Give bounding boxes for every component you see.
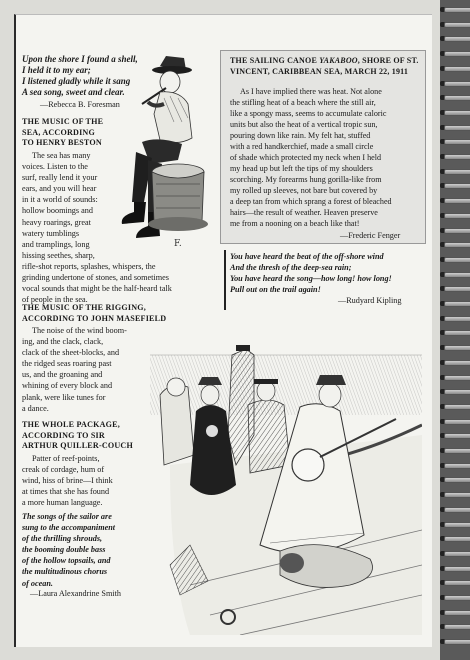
text-line: whining of every block and: [22, 381, 113, 391]
text-line: scorching. My forearms hung gorilla-like from: [230, 175, 382, 184]
masefield-heading: [22, 303, 166, 324]
poem-line: You have heard the song—how long! how long!: [230, 274, 392, 283]
text-line: grinding undertone of stones, and sometimes: [22, 273, 169, 283]
poem-line: of the hollow topsails, and: [22, 556, 111, 566]
text-line: hissing seethes, sharp,: [22, 250, 95, 260]
spiral-ring: [440, 594, 470, 601]
spiral-ring: [440, 271, 470, 278]
text-line: in it a world of sounds:: [22, 195, 98, 205]
spiral-ring: [440, 359, 470, 366]
spiral-ring: [440, 344, 470, 351]
fenger-attribution: —Frederic Fenger: [340, 231, 401, 240]
text-line: hairs—the result of weather. Heaven preserve: [230, 208, 378, 217]
sailing-party-illustration: [150, 315, 422, 635]
text-line: pouring down like rain. My felt hat, stuffed: [230, 131, 371, 140]
spiral-ring: [440, 300, 470, 307]
text-line: surf, really lend it your: [22, 173, 98, 183]
quiller-text: [22, 453, 113, 508]
spiral-ring: [440, 315, 470, 322]
masefield-text: [22, 325, 127, 414]
text-line: The sea has many: [32, 151, 91, 160]
text-line: a more human language.: [22, 498, 103, 508]
poem-line: A sea song, sweet and clear.: [22, 87, 125, 98]
heading-italic: YAKABOO: [319, 56, 358, 65]
spiral-ring: [440, 6, 470, 13]
spiral-binding: [440, 6, 470, 654]
heading-line: THE MUSIC OF THE RIGGING,: [22, 303, 146, 312]
poem-line: the booming double bass: [22, 545, 106, 555]
poem-line: You have heard the beat of the off-shore wind: [230, 252, 384, 261]
spiral-ring: [440, 638, 470, 645]
text-line: voices. Listen to the: [22, 162, 88, 172]
spiral-ring: [440, 138, 470, 145]
poem-line: the multitudinous chorus: [22, 567, 108, 577]
text-line: watery tumblings: [22, 228, 80, 238]
heading-line: THE MUSIC OF THE: [22, 117, 104, 126]
poem-line: sung to the accompaniment: [22, 523, 116, 533]
spiral-ring: [440, 418, 470, 425]
text-line: a dance.: [22, 403, 49, 413]
text-line: plank, were like tunes for: [22, 392, 106, 402]
spiral-ring: [440, 124, 470, 131]
text-line: me from a nooning on a beach like that!: [230, 219, 360, 228]
spiral-ring: [440, 197, 470, 204]
heading-line: ARTHUR QUILLER-COUCH: [22, 441, 133, 450]
spiral-ring: [440, 491, 470, 498]
text-line: us, and the groaning and: [22, 370, 103, 380]
heading-line: ACCORDING TO JOHN MASEFIELD: [22, 313, 167, 323]
poem-attribution: —Rebecca B. Foresman: [40, 100, 120, 109]
spiral-ring: [440, 403, 470, 410]
text-line: at times that she has found: [22, 487, 110, 497]
quote-rule: [224, 250, 226, 310]
heading-part: THE SAILING CANOE: [230, 56, 320, 65]
text-line: heavy roarings, great: [22, 217, 91, 227]
heading-line: THE WHOLE PACKAGE,: [22, 420, 120, 429]
text-line: the ridged seas roaring past: [22, 359, 112, 369]
spiral-ring: [440, 623, 470, 630]
poem-line: of ocean.: [22, 578, 53, 588]
text-line: clack of the sheet-blocks, and: [22, 348, 120, 358]
poem-line: The songs of the sailor are: [22, 512, 112, 521]
heading-line: SEA, ACCORDING: [22, 127, 95, 137]
text-line: of shade which protected my neck when I held: [230, 153, 382, 162]
spiral-ring: [440, 476, 470, 483]
text-line: my rolled up sleeves, not bare but covered by: [230, 186, 378, 195]
poem-line: I held it to my ear;: [22, 65, 91, 76]
spiral-ring: [440, 609, 470, 616]
illustration-signature: F.: [174, 239, 182, 249]
spiral-ring: [440, 579, 470, 586]
spiral-ring: [440, 447, 470, 454]
spiral-ring: [440, 65, 470, 72]
fenger-heading: [230, 56, 420, 77]
spiral-ring: [440, 565, 470, 572]
text-line: units but also the heat of a vertical tropic sun,: [230, 120, 378, 129]
poem-line: And the thresh of the deep-sea rain;: [230, 263, 352, 272]
spiral-ring: [440, 21, 470, 28]
spiral-ring: [440, 535, 470, 542]
boy-playing-flute-illustration: [108, 52, 210, 252]
spiral-ring: [440, 35, 470, 42]
spiral-ring: [440, 241, 470, 248]
spiral-ring: [440, 256, 470, 263]
text-line: a deep tan from which sprang a forest of bleached: [230, 197, 392, 206]
heading-line: TO HENRY BESTON: [22, 138, 102, 147]
text-line: with a red handkerchief, made a small circle: [230, 142, 374, 151]
text-line: of people in the sea.: [22, 295, 88, 305]
text-line: ears, and you will hear: [22, 184, 97, 194]
poem-line: of the thrilling shrouds,: [22, 534, 103, 544]
kipling-poem: [230, 251, 426, 295]
text-line: my head up but left the tips of my shoulders: [230, 164, 373, 173]
spiral-ring: [440, 94, 470, 101]
heading-part: , SHORE OF ST. VINCENT, CARIBBEAN SEA, MARCH 22, 1911: [230, 56, 419, 76]
text-line: ing, and the clack, clack,: [22, 337, 104, 347]
spiral-ring: [440, 506, 470, 513]
spiral-ring: [440, 168, 470, 175]
spiral-ring: [440, 109, 470, 116]
spiral-ring: [440, 521, 470, 528]
text-line: vocal sounds that might be the half-heard talk: [22, 284, 172, 294]
spiral-ring: [440, 182, 470, 189]
heading-line: ACCORDING TO SIR: [22, 430, 105, 440]
kipling-attribution: —Rudyard Kipling: [338, 296, 402, 305]
poem-attribution: —Laura Alexandrine Smith: [30, 589, 121, 598]
spiral-ring: [440, 212, 470, 219]
text-line: the stifling heat of a beach where the still air,: [230, 98, 376, 107]
text-line: hollow boomings and: [22, 206, 93, 216]
spiral-ring: [440, 227, 470, 234]
spiral-ring: [440, 374, 470, 381]
text-line: like a spongy mass, seems to accumulate caloric: [230, 109, 387, 118]
text-line: creak of cordage, hum of: [22, 465, 105, 475]
text-line: and tramplings, long: [22, 239, 90, 249]
spiral-ring: [440, 285, 470, 292]
spiral-ring: [440, 80, 470, 87]
quiller-heading: [22, 420, 133, 452]
text-line: As I have implied there was heat. Not alone: [240, 87, 382, 96]
text-line: The noise of the wind boom-: [32, 326, 127, 335]
poem-line: Upon the shore I found a shell,: [22, 54, 138, 64]
text-line: wind, hiss of brine—I think: [22, 476, 113, 486]
spiral-ring: [440, 50, 470, 57]
poem-line: I listened gladly while it sang: [22, 76, 131, 87]
spiral-ring: [440, 462, 470, 469]
spiral-ring: [440, 329, 470, 336]
spiral-ring: [440, 388, 470, 395]
poem-line: Pull out on the trail again!: [230, 285, 321, 294]
spiral-ring: [440, 432, 470, 439]
fenger-text: [230, 86, 420, 229]
text-line: Patter of reef-points,: [32, 454, 100, 463]
text-line: rifle-shot reports, splashes, whispers, the: [22, 261, 156, 271]
beston-heading: [22, 117, 103, 149]
spiral-ring: [440, 550, 470, 557]
spiral-ring: [440, 153, 470, 160]
